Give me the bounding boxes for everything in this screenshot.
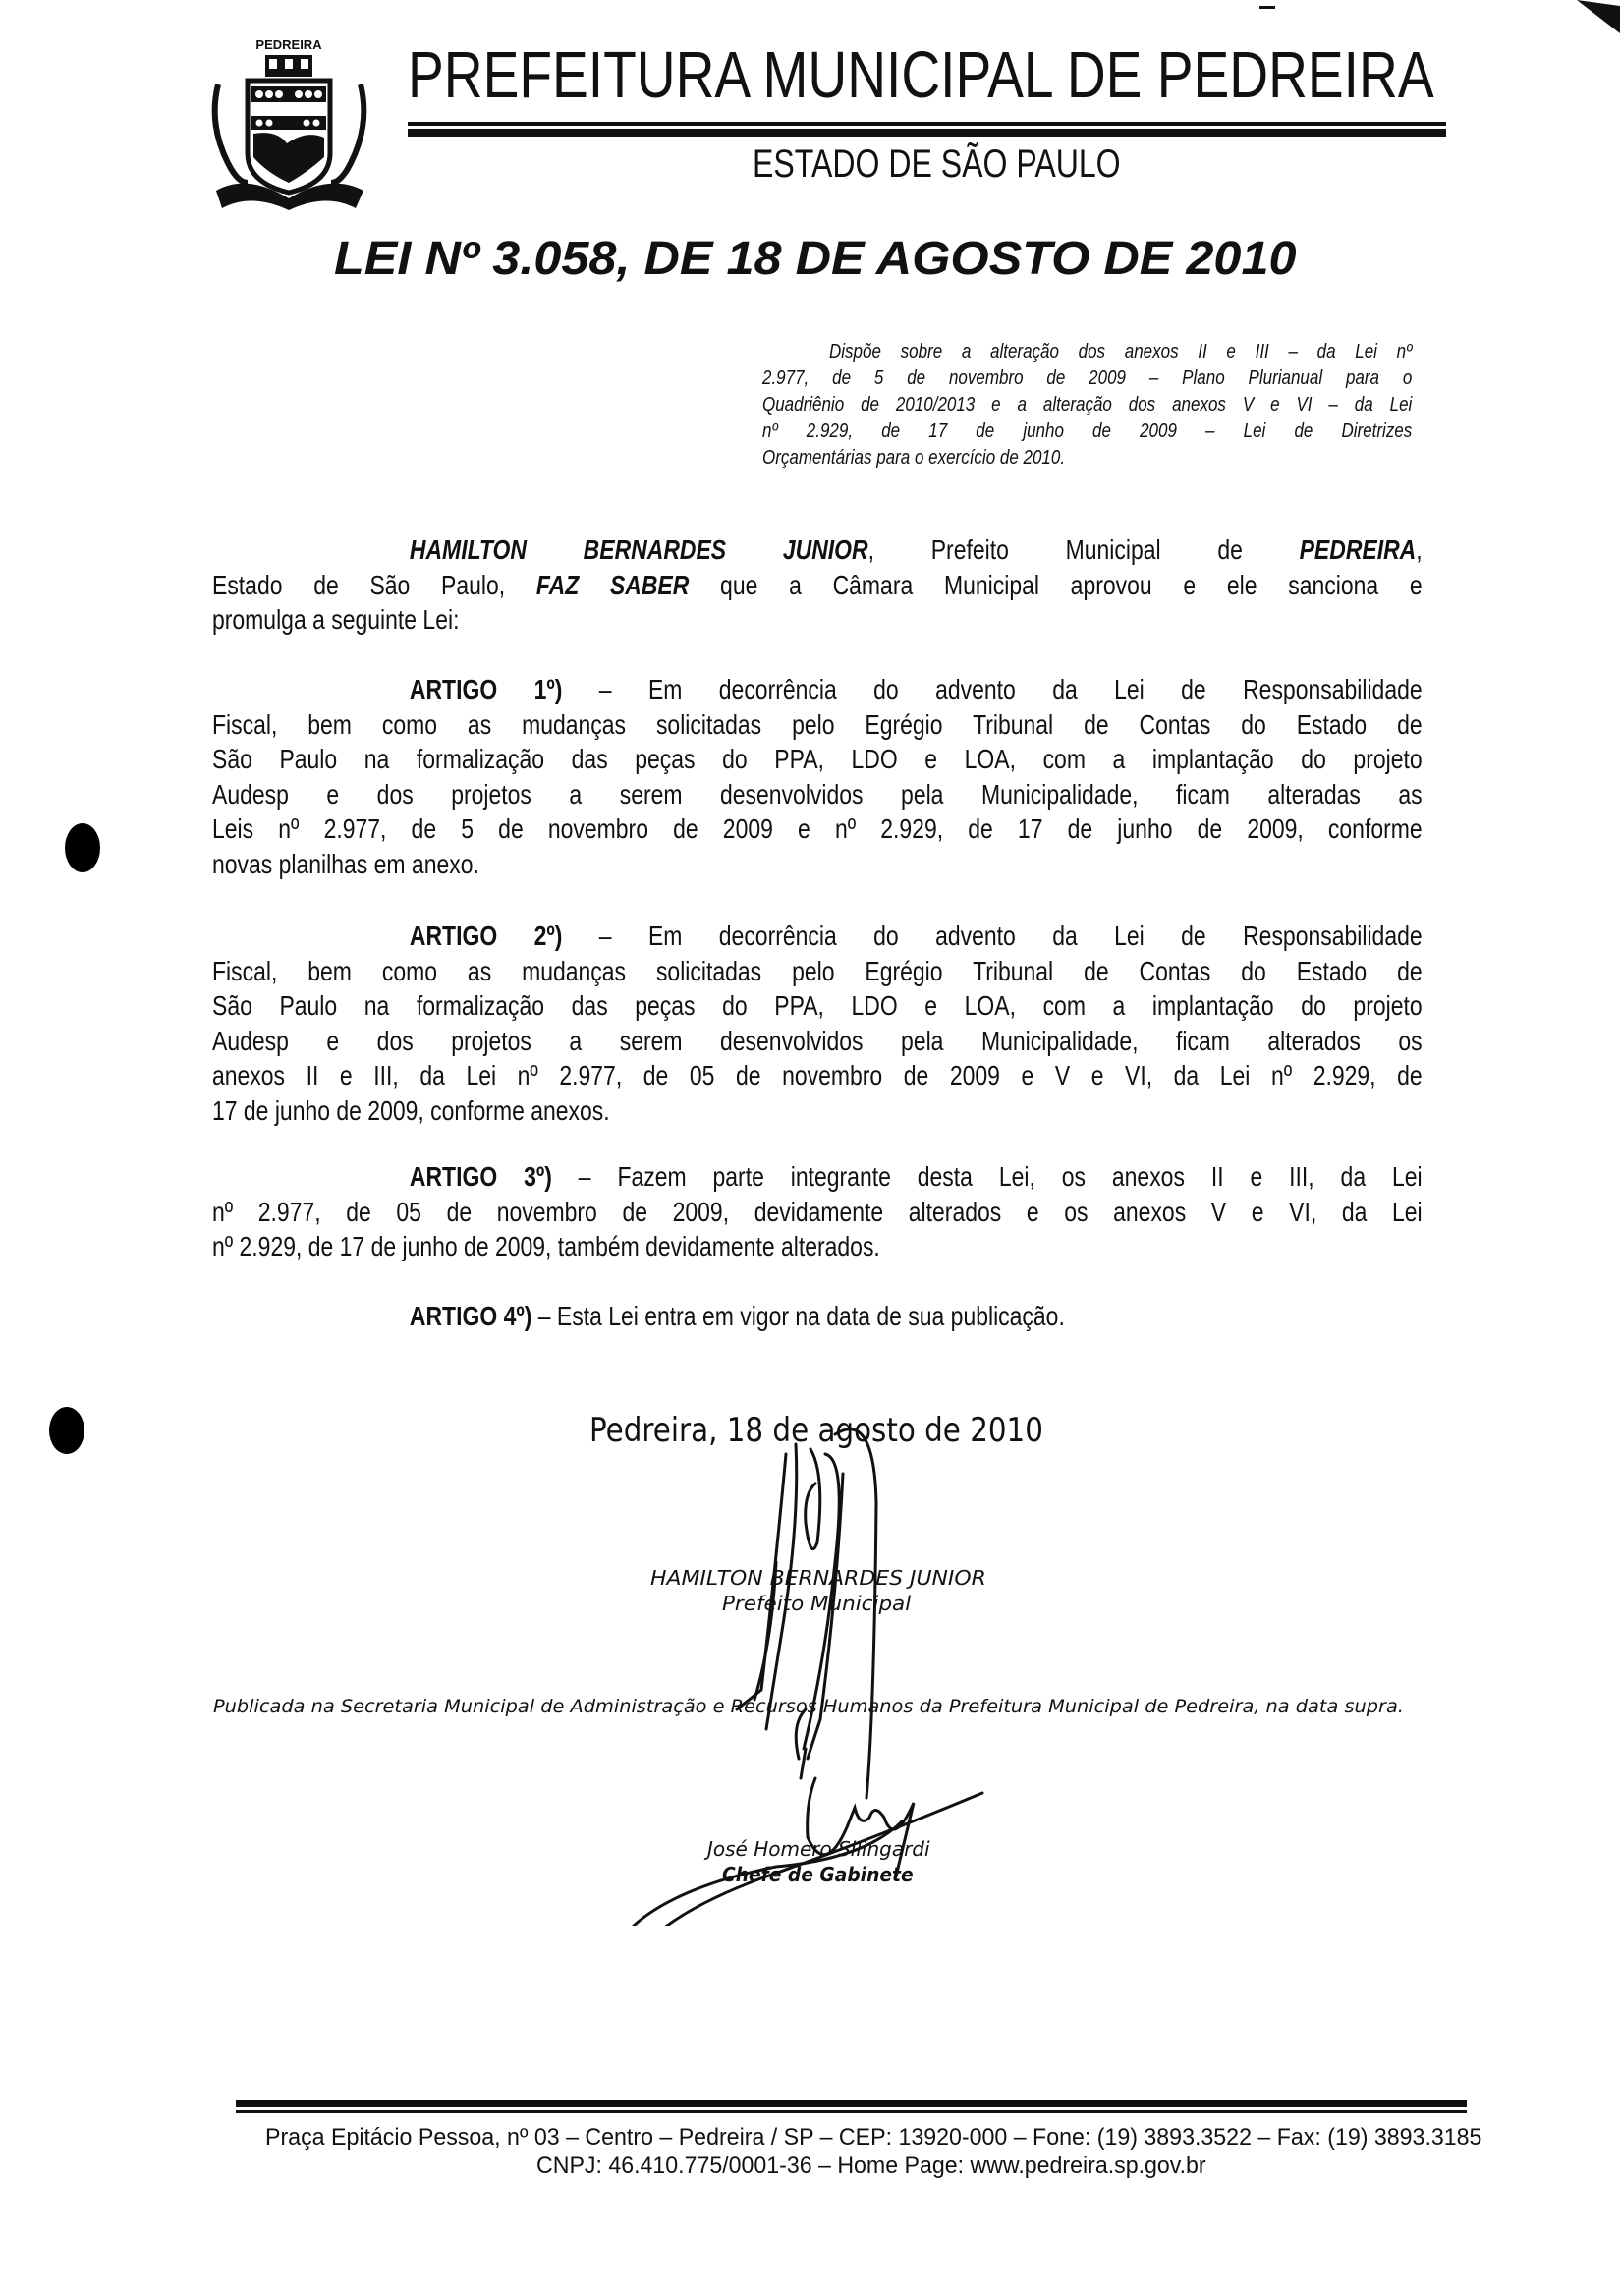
article-paragraph: [212, 1159, 1423, 1264]
text-segment: – Fazem parte integrante desta Lei, os anexos II e III, da Lei: [551, 1161, 1423, 1192]
chief-role: Chefe de Gabinete: [722, 1863, 914, 1886]
text-segment: novas planilhas em anexo.: [212, 848, 479, 879]
article-label: ARTIGO 4º): [409, 1301, 532, 1331]
header-rule: [408, 129, 1446, 137]
text-segment: – Em decorrência do advento da Lei de Responsabilidade: [562, 674, 1423, 704]
text-segment: Fiscal, bem como as mudanças solicitadas pelo Egrégio Tribunal de Contas do Estado de: [212, 955, 1423, 986]
text-segment: Estado de São Paulo,: [212, 569, 536, 600]
emphasis-text: HAMILTON BERNARDES JUNIOR: [409, 534, 868, 565]
text-segment: nº 2.977, de 05 de novembro de 2009, devidamente alterados e os anexos V e VI, da Lei: [212, 1196, 1423, 1227]
text-line: [212, 602, 1423, 638]
text-segment: que a Câmara Municipal aprovou e ele sanciona e: [689, 569, 1423, 600]
law-title: LEI Nº 3.058, DE 18 DE AGOSTO DE 2010: [334, 233, 1297, 285]
coat-of-arms-logo: [208, 35, 370, 210]
scan-mark-corner: [1577, 0, 1620, 33]
svg-text:PEDREIRA: PEDREIRA: [255, 37, 322, 52]
text-line: [212, 532, 1423, 568]
text-line: [212, 919, 1423, 954]
text-line: [212, 812, 1423, 847]
text-line: [212, 1229, 1423, 1264]
text-segment: Fiscal, bem como as mudanças solicitadas pelo Egrégio Tribunal de Contas do Estado de: [212, 708, 1423, 740]
footer-address: Praça Epitácio Pessoa, nº 03 – Centro – Pedreira / SP – CEP: 13920-000 – Fone: (19) 3893.3522 – Fax: (19) 3893.3185: [265, 2124, 1482, 2151]
article-paragraph: [212, 672, 1423, 881]
text-segment: nº 2.929, de 17 de junho de 2009, também devidamente alterados.: [212, 1231, 880, 1261]
handwritten-signatures: [589, 1415, 1061, 1926]
text-segment: ,: [1416, 534, 1423, 565]
scan-mark-dash: [1259, 6, 1275, 9]
text-line: [212, 1058, 1423, 1093]
preamble-paragraph: [212, 532, 1423, 638]
mayor-name: HAMILTON BERNARDES JUNIOR: [650, 1566, 986, 1590]
publication-note: Publicada na Secretaria Municipal de Administração e Recursos Humanos da Prefeitura Municipal de Pedreira, na data supra.: [213, 1696, 1404, 1717]
text-segment: Leis nº 2.977, de 5 de novembro de 2009 e nº 2.929, de 17 de junho de 2009, conforme: [212, 813, 1423, 844]
summary-line: nº 2.929, de 17 de junho de 2009 – Lei de Diretrizes: [762, 420, 1413, 442]
text-line: [212, 1024, 1423, 1059]
text-segment: São Paulo na formalização das peças do PPA, LDO e LOA, com a implantação do projeto: [212, 744, 1423, 774]
text-line: [212, 1093, 1423, 1129]
article-paragraph: [212, 1299, 1423, 1334]
text-segment: Audesp e dos projetos a serem desenvolvidos pela Municipalidade, ficam alteradas as: [212, 778, 1423, 810]
footer-rule: [236, 2100, 1467, 2107]
mayor-role: Prefeito Municipal: [722, 1592, 912, 1615]
place-date: Pedreira, 18 de agosto de 2010: [589, 1411, 1043, 1450]
text-line: [212, 847, 1423, 882]
punch-hole-mark: [49, 1407, 84, 1454]
text-segment: , Prefeito Municipal de: [867, 534, 1300, 565]
article-label: ARTIGO 3º): [409, 1161, 552, 1192]
header-rule: [408, 122, 1446, 126]
summary-line: Dispõe sobre a alteração dos anexos II e III – da Lei nº: [829, 341, 1413, 363]
emphasis-text: PEDREIRA: [1299, 534, 1417, 565]
footer-cnpj-homepage: CNPJ: 46.410.775/0001-36 – Home Page: www.pedreira.sp.gov.br: [536, 2153, 1206, 2179]
article-label: ARTIGO 1º): [409, 674, 563, 704]
emphasis-text: FAZ SABER: [535, 569, 690, 600]
text-line: [212, 954, 1423, 989]
text-segment: – Em decorrência do advento da Lei de Responsabilidade: [562, 921, 1423, 951]
text-segment: 17 de junho de 2009, conforme anexos.: [212, 1094, 610, 1126]
summary-line: Quadriênio de 2010/2013 e a alteração dos anexos V e VI – da Lei: [762, 394, 1413, 416]
text-segment: Audesp e dos projetos a serem desenvolvidos pela Municipalidade, ficam alterados os: [212, 1025, 1423, 1056]
article-paragraph: [212, 919, 1423, 1128]
text-line: [212, 777, 1423, 812]
footer-rule: [236, 2110, 1467, 2113]
text-line: [212, 568, 1423, 603]
text-line: [212, 1195, 1423, 1230]
text-line: [212, 742, 1423, 777]
text-line: [212, 988, 1423, 1024]
law-summary: [762, 339, 1412, 472]
article-label: ARTIGO 2º): [409, 921, 563, 951]
text-segment: – Esta Lei entra em vigor na data de sua publicação.: [531, 1301, 1065, 1331]
summary-line: Orçamentárias para o exercício de 2010.: [762, 447, 1066, 469]
text-segment: promulga a seguinte Lei:: [212, 604, 460, 635]
text-line: [212, 672, 1423, 707]
punch-hole-mark: [65, 823, 100, 872]
text-line: [212, 707, 1423, 743]
chief-name: José Homero Silingardi: [707, 1837, 930, 1861]
text-line: [212, 1299, 1423, 1334]
text-segment: São Paulo na formalização das peças do PPA, LDO e LOA, com a implantação do projeto: [212, 990, 1423, 1021]
summary-line: 2.977, de 5 de novembro de 2009 – Plano Plurianual para o: [762, 367, 1413, 389]
state-subtitle: ESTADO DE SÃO PAULO: [753, 142, 1121, 186]
institution-title: PREFEITURA MUNICIPAL DE PEDREIRA: [408, 38, 1434, 112]
text-segment: anexos II e III, da Lei nº 2.977, de 05 de novembro de 2009 e V e VI, da Lei nº 2.929, de: [212, 1060, 1423, 1091]
text-line: [212, 1159, 1423, 1195]
